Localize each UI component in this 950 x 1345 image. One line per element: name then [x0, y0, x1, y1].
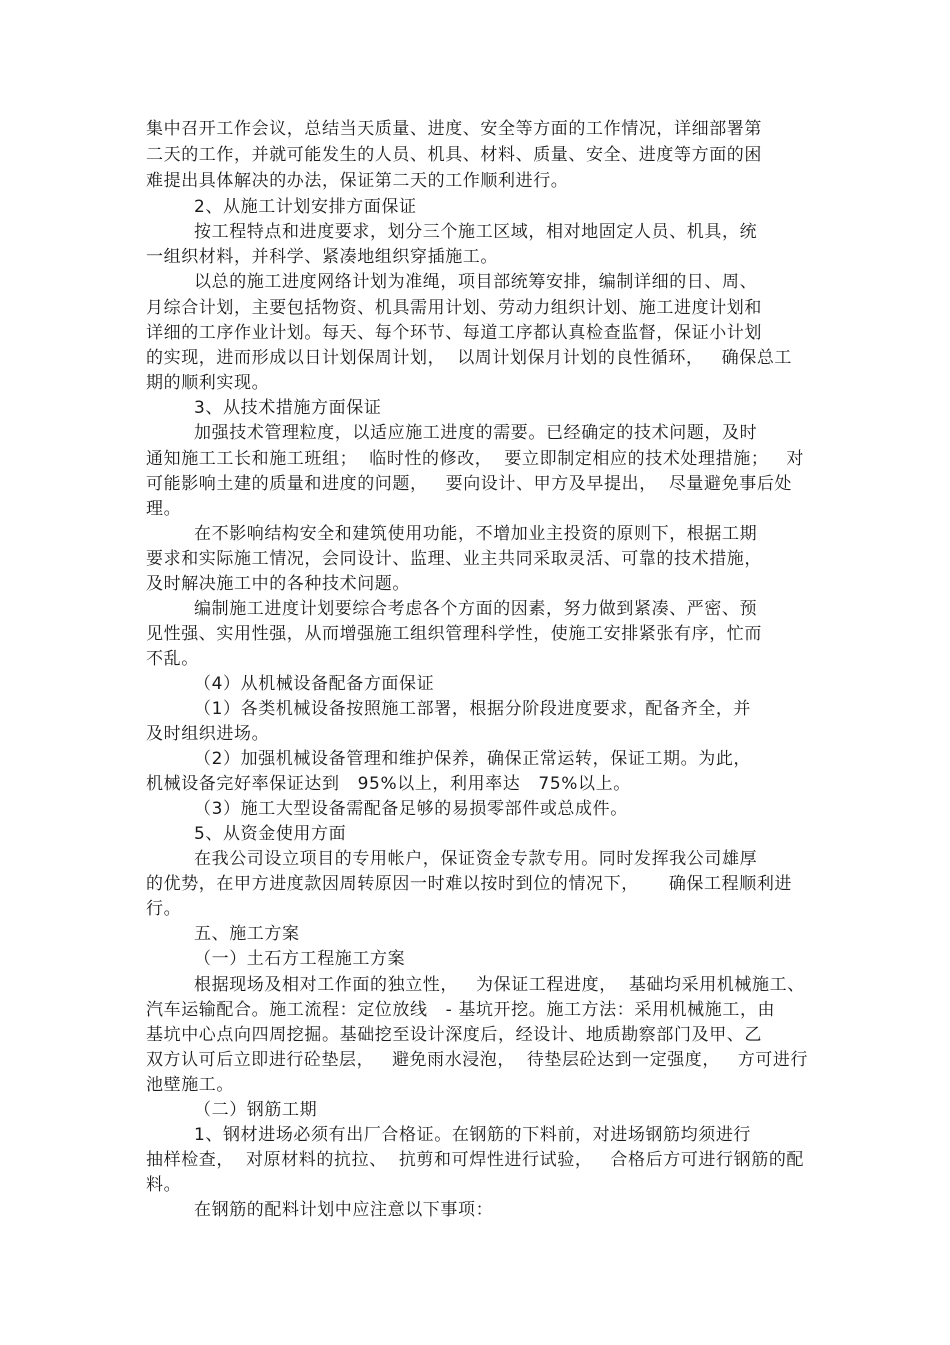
section-heading: 5、从资金使用方面 [194, 824, 347, 844]
text-line: 期的顺利实现。 [146, 373, 270, 393]
text-line: 在不影响结构安全和建筑使用功能，不增加业主投资的原则下，根据工期 [194, 524, 758, 544]
text-line: 根据现场及相对工作面的独立性， 为保证工程进度， 基础均采用机械施工、 [194, 975, 805, 995]
text-line: 理。 [146, 499, 182, 519]
text-line: 的优势，在甲方进度款因周转原因一时难以按时到位的情况下， 确保工程顺利进 [146, 874, 793, 894]
section-heading: （二）钢筋工期 [194, 1100, 318, 1120]
text-line: 的实现，进而形成以日计划保周计划， 以周计划保月计划的良性循环， 确保总工 [146, 348, 793, 368]
section-heading: 五、施工方案 [194, 924, 300, 944]
text-line: 在我公司设立项目的专用帐户，保证资金专款专用。同时发挥我公司雄厚 [194, 849, 758, 869]
text-line: 二天的工作，并就可能发生的人员、机具、材料、质量、安全、进度等方面的困 [146, 145, 762, 165]
text-line: （3）施工大型设备需配备足够的易损零部件或总成件。 [194, 799, 628, 819]
text-line: 抽样检查， 对原材料的抗拉、 抗剪和可焊性进行试验， 合格后方可进行钢筋的配 [146, 1150, 805, 1170]
section-heading: （4）从机械设备配备方面保证 [194, 674, 435, 694]
text-line: 一组织材料，并科学、紧凑地组织穿插施工。 [146, 247, 498, 267]
text-line: 通知施工工长和施工班组； 临时性的修改， 要立即制定相应的技术处理措施； 对 [146, 449, 805, 469]
text-line: 详细的工序作业计划。每天、每个环节、每道工序都认真检查监督，保证小计划 [146, 323, 762, 343]
text-line: （2）加强机械设备管理和维护保养，确保正常运转，保证工期。为此， [194, 749, 752, 769]
text-line: 行。 [146, 899, 182, 919]
text-line: 在钢筋的配料计划中应注意以下事项： [194, 1200, 494, 1220]
text-line: 编制施工进度计划要综合考虑各个方面的因素，努力做到紧凑、严密、预 [194, 599, 758, 619]
text-line: 及时组织进场。 [146, 724, 270, 744]
text-line: 1、钢材进场必须有出厂合格证。在钢筋的下料前，对进场钢筋均须进行 [194, 1125, 752, 1145]
text-line: 机械设备完好率保证达到 95%以上，利用率达 75%以上。 [146, 774, 631, 794]
text-line: 以总的施工进度网络计划为准绳，项目部统筹安排，编制详细的日、周、 [194, 272, 758, 292]
text-line: 见性强、实用性强，从而增强施工组织管理科学性，使施工安排紧张有序，忙而 [146, 624, 762, 644]
text-line: 双方认可后立即进行砼垫层， 避免雨水浸泡， 待垫层砼达到一定强度， 方可进行 [146, 1050, 809, 1070]
section-heading: 3、从技术措施方面保证 [194, 398, 382, 418]
text-line: 月综合计划，主要包括物资、机具需用计划、劳动力组织计划、施工进度计划和 [146, 298, 762, 318]
text-line: 基坑中心点向四周挖掘。基础挖至设计深度后，经设计、地质勘察部门及甲、乙 [146, 1025, 762, 1045]
text-line: 按工程特点和进度要求，划分三个施工区域，相对地固定人员、机具，统 [194, 222, 758, 242]
text-line: 可能影响土建的质量和进度的问题， 要向设计、甲方及早提出， 尽量避免事后处 [146, 474, 793, 494]
text-line: 不乱。 [146, 649, 199, 669]
text-line: 要求和实际施工情况，会同设计、监理、业主共同采取灵活、可靠的技术措施， [146, 549, 762, 569]
text-line: 集中召开工作会议，总结当天质量、进度、安全等方面的工作情况，详细部署第 [146, 119, 762, 139]
text-line: （1）各类机械设备按照施工部署，根据分阶段进度要求，配备齐全，并 [194, 699, 752, 719]
text-line: 及时解决施工中的各种技术问题。 [146, 574, 410, 594]
text-line: 加强技术管理粒度，以适应施工进度的需要。已经确定的技术问题，及时 [194, 423, 758, 443]
section-heading: 2、从施工计划安排方面保证 [194, 197, 417, 217]
text-line: 汽车运输配合。施工流程：定位放线 - 基坑开挖。施工方法：采用机械施工，由 [146, 1000, 776, 1020]
text-line: 池壁施工。 [146, 1075, 234, 1095]
section-heading: （一）土石方工程施工方案 [194, 949, 406, 969]
text-line: 难提出具体解决的办法，保证第二天的工作顺利进行。 [146, 171, 569, 191]
text-line: 料。 [146, 1175, 182, 1195]
